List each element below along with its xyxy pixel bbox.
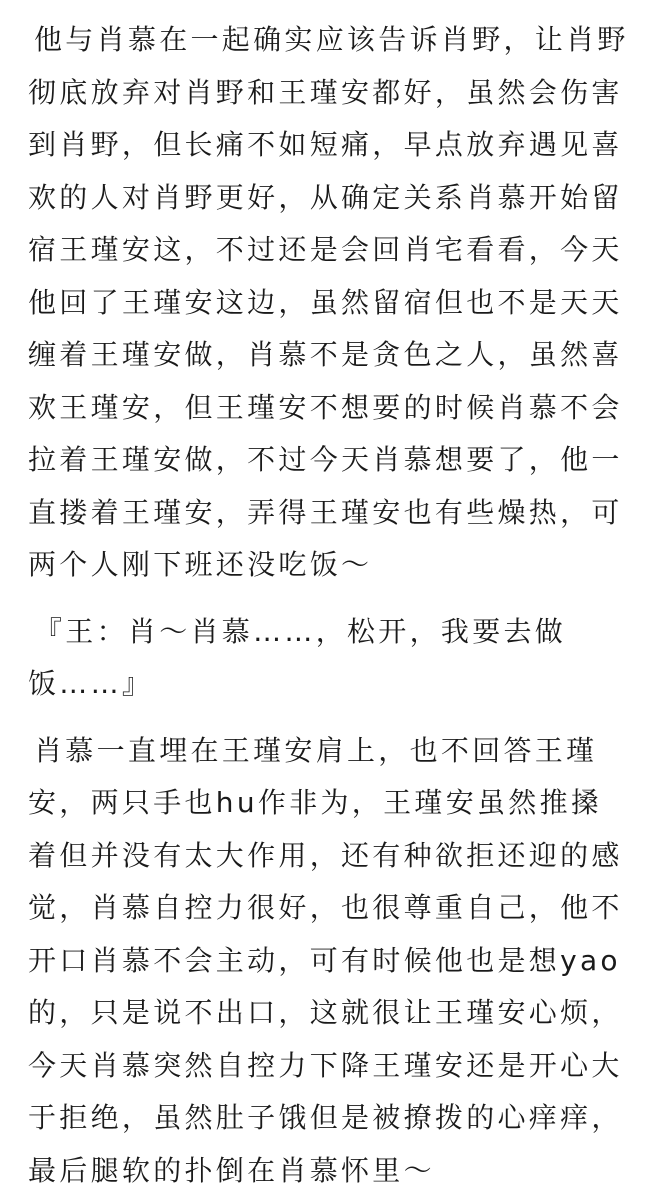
paragraph-1: 他与肖慕在一起确实应该告诉肖野，让肖野彻底放弃对肖野和王瑾安都好，虽然会伤害到肖野，但长痛不如短痛，早点放弃遇见喜欢的人对肖野更好，从确定关系肖慕开始留宿王瑾安这，不过还是会回肖宅看看，今天他回了王瑾安这边，虽然留宿但也不是天天缠着王瑾安做，肖慕不是贪色之人，虽然喜欢王瑾安，但王瑾安不想要的时候肖慕不会拉着王瑾安做，不过今天肖慕想要了，他一直搂着王瑾安，弄得王瑾安也有些燥热，可两个人刚下班还没吃饭～ — [28, 14, 632, 592]
paragraph-3: 肖慕一直埋在王瑾安肩上，也不回答王瑾安，两只手也hu作非为，王瑾安虽然推搡着但并没有太大作用，还有种欲拒还迎的感觉，肖慕自控力很好，也很尊重自己，他不开口肖慕不会主动，可有时候他也是想yao的，只是说不出口，这就很让王瑾安心烦，今天肖慕突然自控力下降王瑾安还是开心大于拒绝，虽然肚子饿但是被撩拨的心痒痒，最后腿软的扑倒在肖慕怀里～ — [28, 725, 632, 1197]
paragraph-2: 『王：肖～肖慕……，松开，我要去做饭……』 — [28, 606, 632, 711]
